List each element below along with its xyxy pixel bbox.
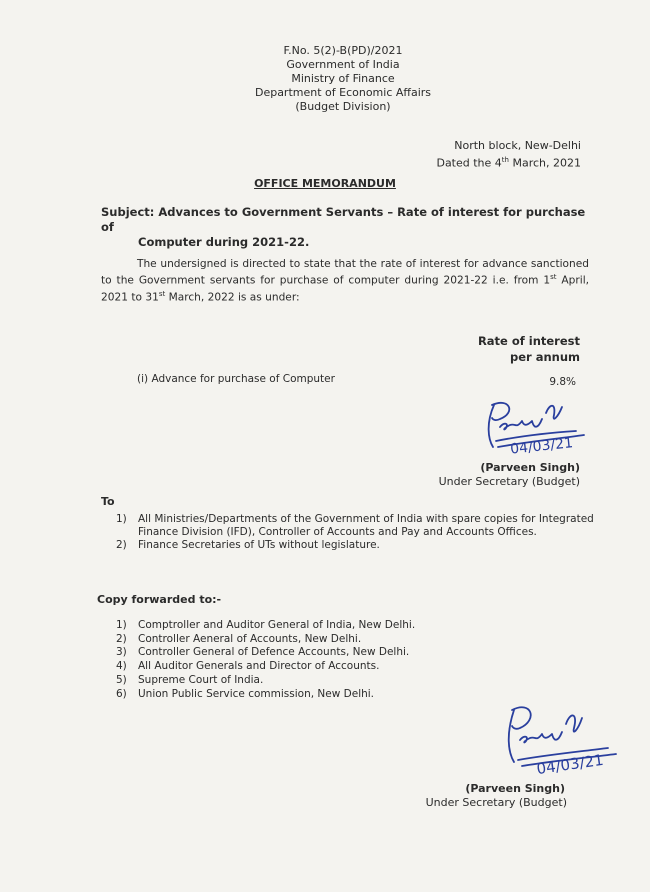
government-name: Government of India: [286, 58, 400, 71]
date-line: [420, 153, 581, 171]
subject-line-1: Advances to Government Servants – Rate of interest for purchase of: [101, 205, 586, 234]
list-item: [116, 660, 415, 674]
rate-header: [440, 333, 580, 365]
cf-item-5-text: Supreme Court of India.: [138, 673, 264, 686]
para-part-2: April, 2021 to 31: [101, 274, 590, 304]
date-suffix: th: [501, 156, 509, 164]
cf-item-6-num: 6): [116, 687, 127, 700]
subject-line-2: Computer during 2021-22.: [138, 235, 310, 249]
cf-item-6-text: Union Public Service commission, New Delhi.: [138, 687, 375, 700]
to-item-1-num: 1): [116, 513, 127, 525]
to-item-2-line-1: Finance Secretaries of UTs without legislature.: [138, 539, 380, 551]
cf-item-5-num: 5): [116, 673, 127, 686]
rate-header-line-1: Rate of interest: [477, 334, 580, 348]
signature-1-designation: Under Secretary (Budget): [438, 475, 580, 488]
signature-1-image: [466, 395, 596, 465]
signature-2-image: [496, 700, 626, 784]
department-name: Department of Economic Affairs: [254, 86, 432, 99]
to-label: To: [101, 495, 115, 508]
file-number: F.No. 5(2)-B(PD)/2021: [283, 44, 403, 57]
list-item: [116, 688, 415, 702]
ministry-name: Ministry of Finance: [291, 72, 395, 85]
para-sup-1: st: [550, 273, 557, 281]
body-paragraph: [101, 258, 589, 304]
list-item: [116, 646, 415, 660]
signature-2-designation: Under Secretary (Budget): [425, 796, 567, 809]
advance-item-rate: 9.8%: [549, 376, 576, 388]
to-item-2-num: 2): [116, 539, 127, 551]
cf-item-2-num: 2): [116, 632, 127, 645]
subject-label: Subject:: [101, 205, 155, 219]
para-part-3: March, 2022 is as under:: [165, 291, 300, 304]
para-part-1: The undersigned is directed to state that the rate of interest for advance sanctioned to the Government servants for purchase of computer during 2021-22 i.e. from 1: [101, 258, 589, 287]
cf-item-3-text: Controller General of Defence Accounts, New Delhi.: [138, 646, 410, 659]
place: North block, New-Delhi: [454, 139, 581, 152]
cf-item-4-text: All Auditor Generals and Director of Accounts.: [138, 660, 380, 673]
to-item-1-line-2: Finance Division (IFD), Controller of Accounts and Pay and Accounts Offices.: [138, 526, 537, 538]
date-rest: March, 2021: [508, 156, 581, 170]
signature-2-name: (Parveen Singh): [465, 782, 565, 795]
advance-item-label: (i) Advance for purchase of Computer: [137, 373, 335, 385]
rate-header-line-2: per annum: [509, 350, 580, 364]
list-item: [116, 619, 415, 633]
signature-1-date: 04/03/21: [509, 435, 574, 458]
list-item: [116, 633, 415, 647]
signature-1-name: (Parveen Singh): [480, 461, 580, 474]
list-item: [116, 513, 594, 552]
subject: [101, 205, 591, 250]
to-item-1-line-1: All Ministries/Departments of the Government of India with spare copies for Integrated: [138, 513, 594, 525]
cf-item-4-num: 4): [116, 660, 127, 673]
letterhead: [0, 44, 650, 114]
cf-item-3-num: 3): [116, 646, 127, 659]
division-name: (Budget Division): [295, 100, 391, 113]
para-sup-2: st: [158, 289, 166, 298]
cf-item-2-text: Controller Aeneral of Accounts, New Delhi.: [138, 632, 362, 645]
page-title: OFFICE MEMORANDUM: [254, 177, 396, 190]
cf-item-1-text: Comptroller and Auditor General of India, New Delhi.: [138, 619, 416, 631]
date-prefix: Dated the 4: [436, 156, 502, 170]
copy-forwarded-label: Copy forwarded to:-: [97, 593, 222, 606]
copy-forwarded-list: [116, 619, 415, 701]
list-item: [116, 674, 415, 688]
cf-item-1-num: 1): [116, 619, 127, 631]
signature-2-date: 04/03/21: [535, 750, 605, 779]
